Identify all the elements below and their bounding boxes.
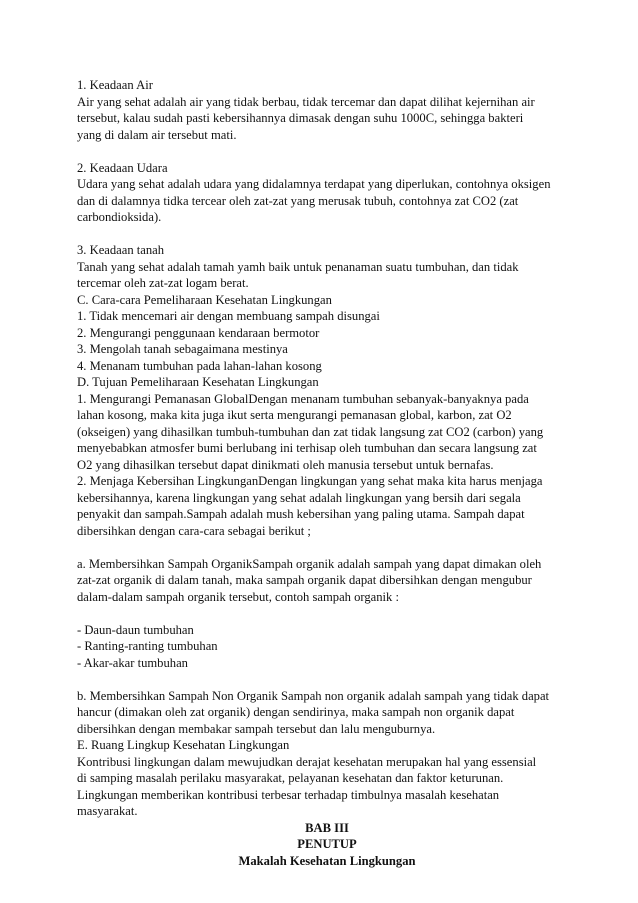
text-line: a. Membersihkan Sampah OrganikSampah organik adalah sampah yang dapat dimakan oleh (77, 556, 542, 571)
text-line: 2. Mengurangi penggunaan kendaraan bermotor (77, 325, 320, 340)
text-line: lahan kosong, maka kita juga ikut serta mengurangi pemanasan global, karbon, zat O2 (77, 408, 512, 422)
section-contoh-organik (77, 622, 577, 672)
text-line: menyebabkan atmosfer bumi berlubang ini terhisap oleh tumbuhan dan secara langsung zat (77, 441, 537, 455)
section-keadaan-air (77, 77, 577, 143)
text-line: 1. Keadaan Air (77, 78, 153, 92)
section-sampah-organik (77, 556, 577, 606)
text-line: 3. Keadaan tanah (77, 243, 165, 257)
text-line: penyakit dan sampah.Sampah adalah mush kebersihan yang paling utama. Sampah dapat (77, 507, 525, 521)
text-line: Udara yang sehat adalah udara yang didalamnya terdapat yang diperlukan, contohnya oksigen (77, 177, 551, 191)
makalah-title: Makalah Kesehatan Lingkungan (238, 853, 416, 868)
text-line: Lingkungan memberikan kontribusi terbesar terhadap timbulnya masalah kesehatan (77, 787, 500, 802)
text-line: 2. Menjaga Kebersihan LingkunganDengan lingkungan yang sehat maka kita harus menjaga (77, 474, 543, 488)
text-line: Air yang sehat adalah air yang tidak berbau, tidak tercemar dan dapat dilihat kejernihan air (77, 94, 535, 109)
text-line: E. Ruang Lingkup Kesehatan Lingkungan (77, 738, 290, 752)
text-line: dibersihkan dengan membakar sampah tersebut dan lalu menguburnya. (77, 721, 436, 736)
section-sampah-non-organik (77, 688, 577, 820)
text-line: - Akar-akar tumbuhan (77, 655, 188, 670)
document-body (77, 77, 577, 869)
bab-heading: BAB III (305, 820, 349, 835)
text-line: D. Tujuan Pemeliharaan Kesehatan Lingkungan (77, 375, 319, 389)
text-line: 1. Tidak mencemari air dengan membuang sampah disungai (77, 309, 380, 323)
section-menjaga-kebersihan-text (77, 473, 577, 539)
text-line: dalam-dalam sampah organik tersebut, contoh sampah organik : (77, 589, 399, 604)
text-line: 3. Mengolah tanah sebagaimana mestinya (77, 342, 288, 356)
text-line: tersebut, kalau sudah pasti kebersihannya dimasak dengan suhu 1000C, sehingga bakteri (77, 111, 524, 125)
text-line: Kontribusi lingkungan dalam mewujudkan derajat kesehatan merupakan hal yang essensial (77, 754, 537, 769)
text-line: di samping masalah perilaku masyarakat, pelayanan kesehatan dan faktor keturunan. (77, 771, 504, 785)
text-line: dan di dalamnya tidka tercear oleh zat-zat yang merusak tubuh, contohnya zat CO2 (zat (77, 193, 519, 208)
text-line: dibersihkan dengan cara-cara sebagai berikut ; (77, 523, 311, 538)
text-line: kebersihannya, karena lingkungan yang sehat adalah lingkungan yang bersih dari segala (77, 490, 521, 505)
text-line: 4. Menanam tumbuhan pada lahan-lahan kosong (77, 358, 322, 373)
text-line: 1. Mengurangi Pemanasan GlobalDengan menanam tumbuhan sebanyak-banyaknya pada (77, 391, 529, 406)
text-line: masyarakat. (77, 804, 138, 818)
text-line: (okseigen) yang dihasilkan tumbuh-tumbuhan dan zat tidak langsung zat CO2 (carbon) yang (77, 424, 544, 439)
text-line: zat-zat organik di dalam tanah, maka sampah organik dapat dibersihkan dengan mengubur (77, 573, 532, 587)
text-line: Tanah yang sehat adalah tamah yamh baik untuk penanaman suatu tumbuhan, dan tidak (77, 259, 519, 274)
penutup-heading: PENUTUP (297, 837, 357, 851)
section-keadaan-udara (77, 160, 577, 226)
text-line: yang di dalam air tersebut mati. (77, 127, 237, 142)
text-line: 2. Keadaan Udara (77, 160, 168, 175)
text-line: C. Cara-cara Pemeliharaan Kesehatan Lingkungan (77, 292, 332, 307)
text-line: tercemar oleh zat-zat logam berat. (77, 276, 249, 290)
text-line: O2 yang dihasilkan tersebut dapat dinikmati oleh manusia tersebut untuk bernafas. (77, 457, 494, 472)
text-line: - Daun-daun tumbuhan (77, 622, 194, 637)
text-line: hancur (dimakan oleh zat organik) dengan sendirinya, maka sampah non organik dapat (77, 705, 515, 719)
text-line: carbondioksida). (77, 210, 162, 224)
text-line: b. Membersihkan Sampah Non Organik Sampah non organik adalah sampah yang tidak dapat (77, 688, 550, 703)
text-line: - Ranting-ranting tumbuhan (77, 639, 218, 653)
section-keadaan-tanah (77, 242, 577, 473)
